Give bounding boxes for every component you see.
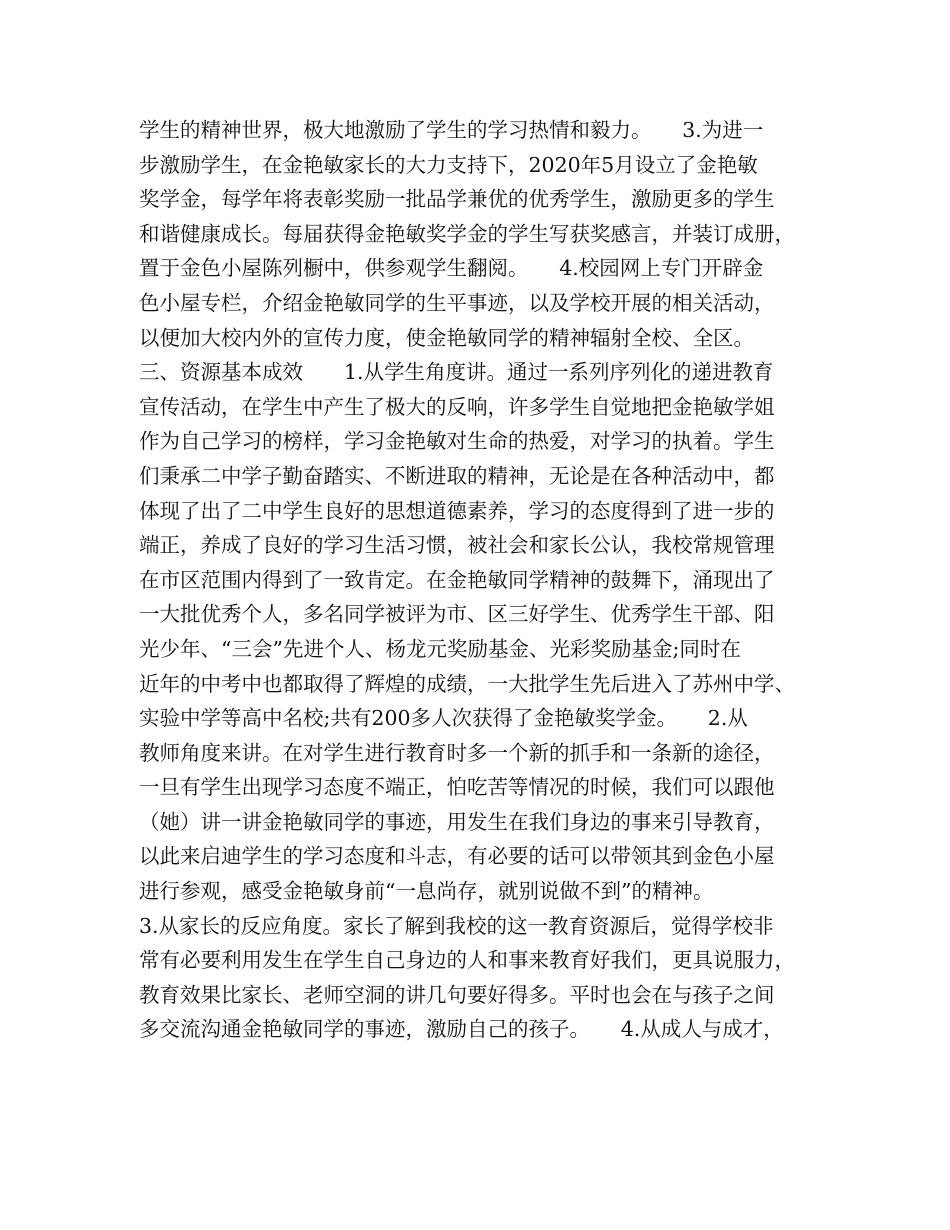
text-line: 以便加大校内外的宣传力度，使金艳敏同学的精神辐射全校、全区。	[139, 325, 754, 350]
text-line: 近年的中考中也都取得了辉煌的成绩，一大批学生先后进入了苏州中学、	[139, 671, 795, 696]
text-line: 奖学金，每学年将表彰奖励一批品学兼优的优秀学生，激励更多的学生	[139, 187, 775, 212]
text-line: 以此来启迪学生的学习态度和斗志，有必要的话可以带领其到金色小屋	[139, 844, 775, 869]
text-line: 在市区范围内得到了一致肯定。在金艳敏同学精神的鼓舞下，涌现出了	[139, 567, 775, 592]
text-line: 体现了出了二中学生良好的思想道德素养，学习的态度得到了进一步的	[139, 498, 775, 523]
text-line: 教育效果比家长、老师空洞的讲几句要好得多。平时也会在与孩子之间	[139, 982, 775, 1007]
text-line: （她）讲一讲金艳敏同学的事迹，用发生在我们身边的事来引导教育，	[139, 809, 775, 834]
text-line: 步激励学生，在金艳敏家长的大力支持下，2020年5月设立了金艳敏	[139, 152, 758, 177]
text-line: 3.从家长的反应角度。家长了解到我校的这一教育资源后，觉得学校非	[139, 913, 774, 938]
text-line: 进行参观，感受金艳敏身前“一息尚存，就别说做不到”的精神。	[139, 879, 714, 904]
text-line: 光少年、“三会”先进个人、杨龙元奖励基金、光彩奖励基金;同时在	[139, 636, 741, 661]
text-line: 作为自己学习的榜样，学习金艳敏对生命的热爱，对学习的执着。学生	[139, 429, 775, 454]
text-line: 教师角度来讲。在对学生进行教育时多一个新的抓手和一条新的途径，	[139, 740, 775, 765]
text-line: 多交流沟通金艳敏同学的事迹，激励自己的孩子。 4.从成人与成才，	[139, 1017, 784, 1042]
text-line: 置于金色小屋陈列橱中，供参观学生翻阅。 4.校园网上专门开辟金	[139, 256, 764, 281]
text-line: 一大批优秀个人，多名同学被评为市、区三好学生、优秀学生干部、阳	[139, 602, 775, 627]
text-line: 常有必要利用发生在学生自己身边的人和事来教育好我们，更具说服力，	[139, 948, 795, 973]
text-line: 宣传活动，在学生中产生了极大的反响，许多学生自觉地把金艳敏学姐	[139, 394, 775, 419]
text-line: 们秉承二中学子勤奋踏实、不断进取的精神，无论是在各种活动中，都	[139, 463, 775, 488]
text-line: 学生的精神世界，极大地激励了学生的学习热情和毅力。 3.为进一	[139, 118, 764, 142]
text-line: 端正，养成了良好的学习生活习惯，被社会和家长公认，我校常规管理	[139, 533, 775, 558]
body-text	[139, 113, 829, 1047]
text-line: 实验中学等高中名校;共有200多人次获得了金艳敏奖学金。 2.从	[139, 706, 748, 731]
text-line: 色小屋专栏，介绍金艳敏同学的生平事迹，以及学校开展的相关活动，	[139, 290, 775, 315]
text-line: 三、资源基本成效 1.从学生角度讲。通过一系列序列化的递进教育	[139, 360, 774, 385]
text-line: 和谐健康成长。每届获得金艳敏奖学金的学生写获奖感言，并装订成册，	[139, 221, 795, 246]
text-line: 一旦有学生出现学习态度不端正，怕吃苦等情况的时候，我们可以跟他	[139, 775, 775, 800]
